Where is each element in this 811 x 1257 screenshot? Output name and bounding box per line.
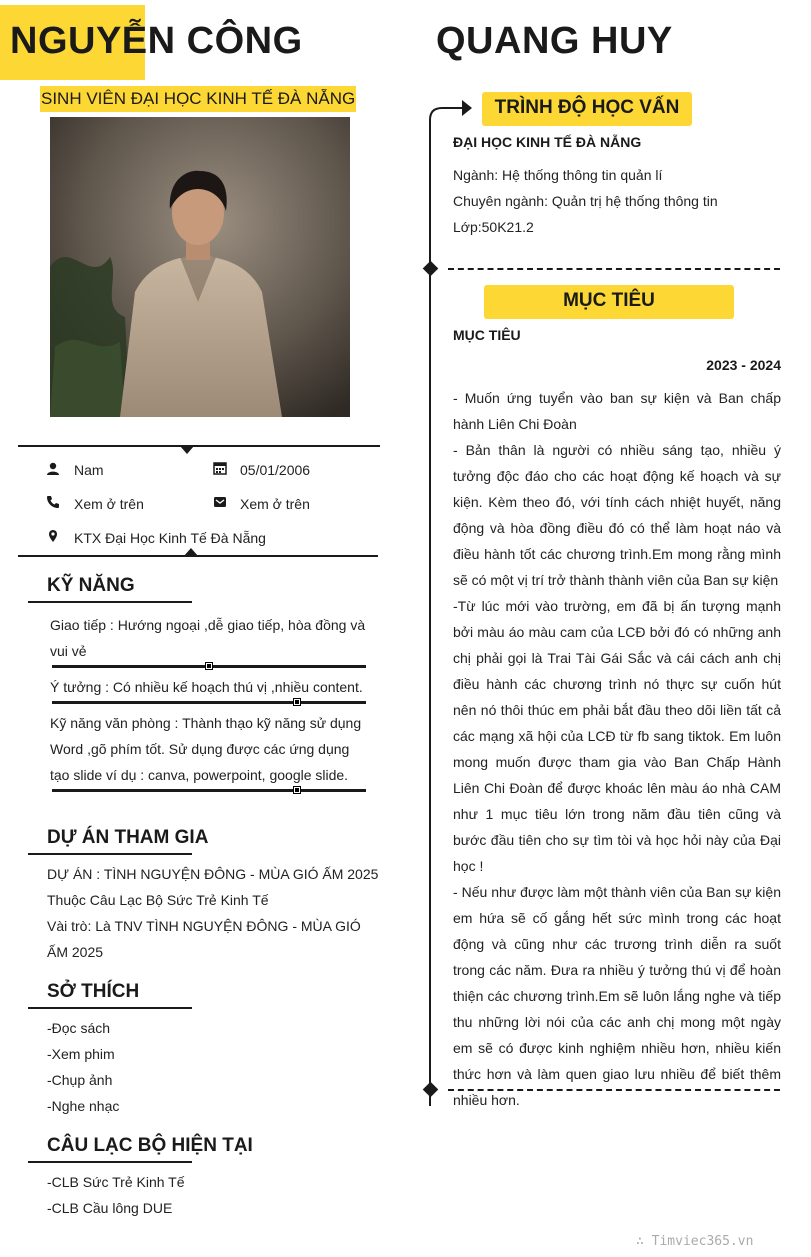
project-line: Vài trò: Là TNV TÌNH NGUYỆN ĐÔNG - MÙA GIÓ ẤM 2025 xyxy=(47,918,361,960)
education-title: TRÌNH ĐỘ HỌC VẤN xyxy=(494,97,680,118)
education-line: Ngành: Hệ thống thông tin quản lí xyxy=(453,167,663,183)
hobbies-title: SỞ THÍCH xyxy=(47,981,140,1002)
skills-title: KỸ NĂNG xyxy=(47,575,135,596)
skill-item: Ý tưởng : Có nhiều kế hoạch thú vị ,nhiều content. xyxy=(50,679,363,695)
info-phone: Xem ở trên xyxy=(74,496,144,512)
club-item: -CLB Cầu lông DUE xyxy=(47,1200,173,1216)
projects-underline xyxy=(28,853,192,855)
calendar-icon xyxy=(213,461,227,475)
envelope-icon xyxy=(213,495,227,509)
info-address: KTX Đại Học Kinh Tế Đà Nẵng xyxy=(74,530,266,546)
last-name: QUANG HUY xyxy=(436,20,673,62)
objective-heading: MỤC TIÊU xyxy=(453,327,521,343)
hobby-item: -Đọc sách xyxy=(47,1020,111,1036)
project-line: DỰ ÁN : TÌNH NGUYỆN ĐÔNG - MÙA GIÓ ẤM 2025 xyxy=(47,866,379,882)
objective-title: MỤC TIÊU xyxy=(563,290,655,311)
phone-icon xyxy=(46,495,60,509)
info-top-divider xyxy=(18,445,380,447)
skill-bar-knob xyxy=(293,786,301,794)
objective-paragraph: - Bản thân là người có nhiều sáng tạo, nhiều ý tưởng độc đáo cho các hoạt động kế hoạch và sự kiện. Kèm theo đó, với tính cách nhiệt huyết, năng động và hòa đồng điều đó có thể làm hoạt náo và điều hành tốt các chương trình.Em mong rằng mình sẽ có một vị trí trở thành thành viên của Ban sự kiện xyxy=(453,442,781,588)
first-name: NGUYỄN CÔNG xyxy=(10,20,303,62)
hobbies-underline xyxy=(28,1007,192,1009)
skill-item: Giao tiếp : Hướng ngoại ,dễ giao tiếp, hòa đồng và vui vẻ xyxy=(50,617,366,659)
hobby-item: -Xem phim xyxy=(47,1046,115,1062)
education-line: Chuyên ngành: Quản trị hệ thống thông tin xyxy=(453,193,718,209)
info-email: Xem ở trên xyxy=(240,496,310,512)
profile-photo xyxy=(50,117,350,417)
skills-underline xyxy=(28,601,192,603)
objective-paragraph: -Từ lúc mới vào trường, em đã bị ấn tượng mạnh bởi màu áo màu cam của LCĐ bởi đó có những anh chị phải gọi là Trai Tài Gái Sắc và cái cách anh chị điều hành các chương trình nó thực sự cuốn hút nên nó thôi thúc em phải bắt đầu theo dõi liền tất cả các mạng xã hội của LCĐ từ fb sang tiktok. Em luôn mong muốn được tham gia vào Ban Chấp Hành Liên Chi Đoàn để được khoác lên màu áo nhà CAM như 1 mục tiêu lớn trong năm đầu tiên cũng và bước đầu tiên cho sự tìm tòi và học hỏi này của Đại học ! xyxy=(453,598,781,874)
info-gender: Nam xyxy=(74,462,104,478)
info-top-arrow xyxy=(180,446,194,454)
user-icon xyxy=(46,462,60,476)
projects-title: DỰ ÁN THAM GIA xyxy=(47,827,209,848)
objective-paragraph: - Nếu như được làm một thành viên của Ban sự kiện em hứa sẽ cố gắng hết sức mình trong các hoạt động và cũng như các trương trình diễn ra suốt trong các năm. Đưa ra nhiều ý tưởng thú vị để hoàn thiện các chương trình.Em sẽ luôn lắng nghe và tiếp thu những lời nói của các anh chị mong một ngày em sẽ có được kinh nghiệm nhiều hơn, nhiều kiến thức hơn và làm quen giao lưu nhiều để biết thêm nhiều hơn. xyxy=(453,884,781,1108)
clubs-title: CÂU LẠC BỘ HIỆN TẠI xyxy=(47,1135,253,1156)
map-pin-icon xyxy=(46,529,60,543)
objective-divider xyxy=(448,1089,780,1091)
hobby-item: -Nghe nhạc xyxy=(47,1098,120,1114)
clubs-underline xyxy=(28,1161,192,1163)
skill-bar-knob xyxy=(205,662,213,670)
watermark: ∴ Timviec365.vn xyxy=(636,1234,754,1249)
info-birthday: 05/01/2006 xyxy=(240,462,311,478)
skill-bar-knob xyxy=(293,698,301,706)
hobby-item: -Chụp ảnh xyxy=(47,1072,113,1088)
info-bottom-divider xyxy=(18,555,378,557)
skill-bar xyxy=(52,789,366,792)
project-line: Thuộc Câu Lạc Bộ Sức Trẻ Kinh Tế xyxy=(47,892,269,908)
skill-item: Kỹ năng văn phòng : Thành thạo kỹ năng sử dụng Word ,gõ phím tốt. Sử dụng được các ứng dụng tạo slide ví dụ : canva, powerpoint, google slide. xyxy=(50,715,362,783)
objective-body xyxy=(453,385,781,1113)
objective-period: 2023 - 2024 xyxy=(706,357,781,373)
education-line: Lớp:50K21.2 xyxy=(453,219,534,235)
education-school: ĐẠI HỌC KINH TẾ ĐÀ NẴNG xyxy=(453,134,642,150)
subtitle: SINH VIÊN ĐẠI HỌC KINH TẾ ĐÀ NẴNG xyxy=(40,86,356,112)
skill-bar xyxy=(52,701,366,704)
objective-paragraph: - Muốn ứng tuyển vào ban sự kiện và Ban chấp hành Liên Chi Đoàn xyxy=(453,390,781,432)
education-divider xyxy=(448,268,780,270)
club-item: -CLB Sức Trẻ Kinh Tế xyxy=(47,1174,185,1190)
